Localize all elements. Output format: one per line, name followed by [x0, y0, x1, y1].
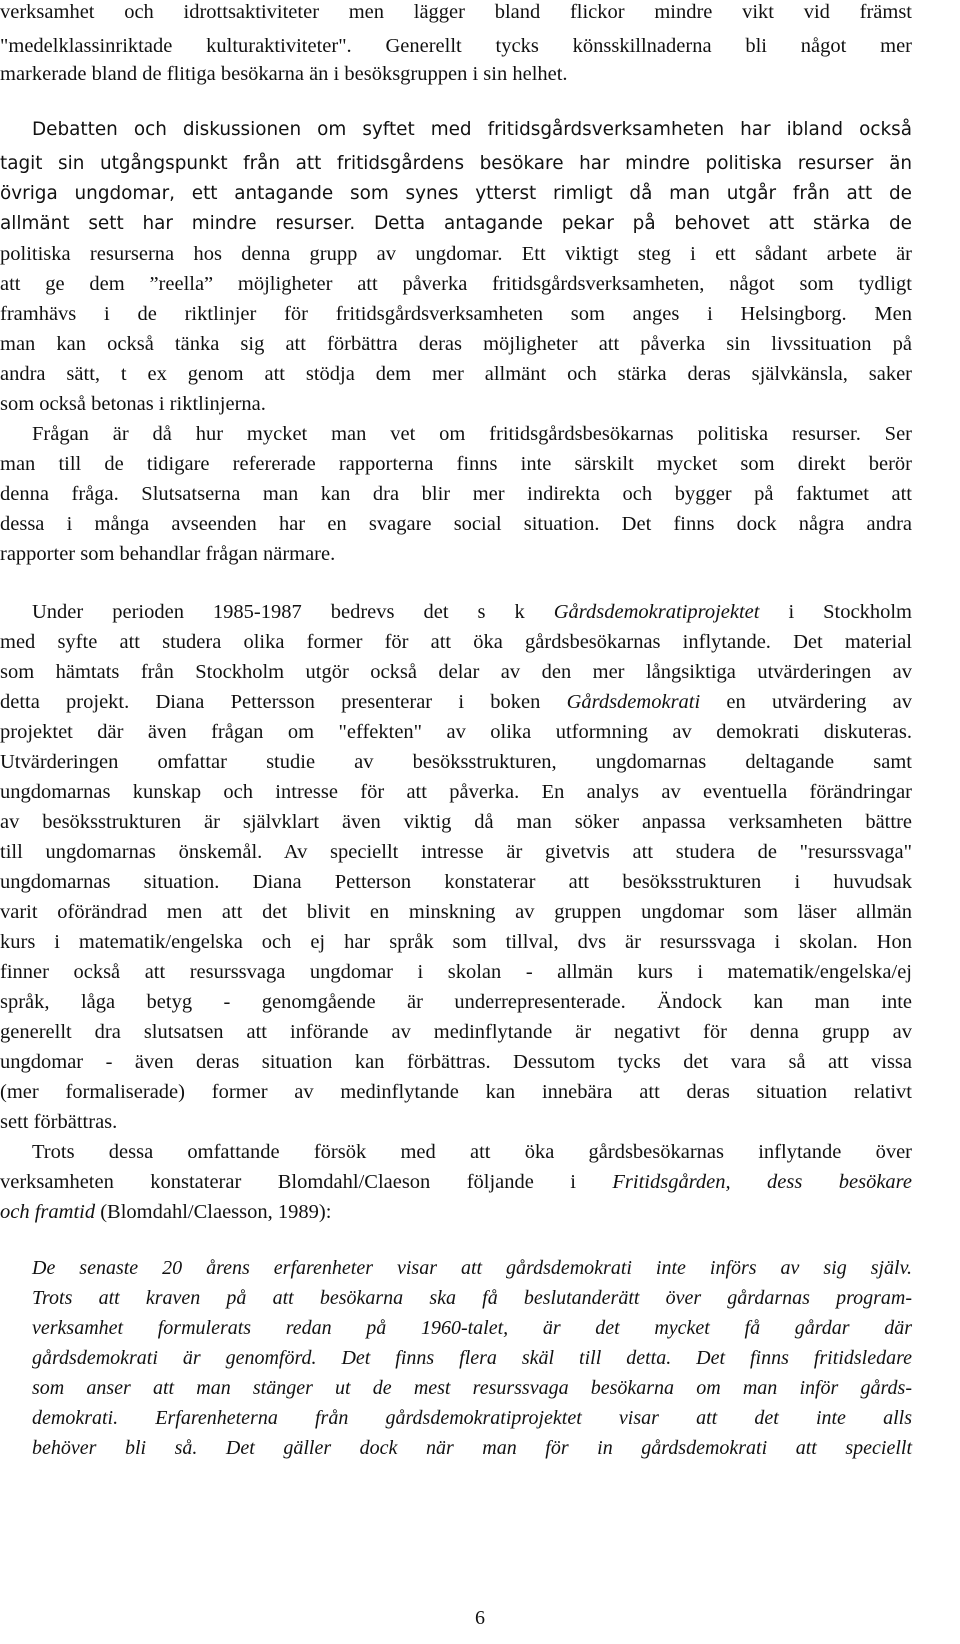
- text-line: generellt dra slutsatsen att införande av medinflytande är negativt för denna grupp av: [0, 1021, 912, 1043]
- quote-line: behöver bli så. Det gäller dock när man för in gårdsdemokrati att speciellt: [32, 1437, 912, 1459]
- text-line: denna fråga. Slutsatserna man kan dra blir mer indirekta och bygger på faktumet att: [0, 483, 912, 505]
- page-number: 6: [475, 1607, 485, 1629]
- text-line: "medelklassinriktade kulturaktiviteter". Generellt tycks könsskillnaderna bli något mer: [0, 35, 912, 57]
- text-line: sett förbättras.: [0, 1111, 118, 1133]
- text-line: till ungdomarnas önskemål. Av speciellt intresse är givetvis att studera de "resurssvaga": [0, 841, 912, 863]
- text-run: en utvärdering av: [700, 691, 913, 713]
- text-line: Debatten och diskussionen om syftet med fritidsgårdsverksamheten har ibland också: [32, 119, 912, 140]
- text-line: ungdomarnas kunskap och intresse för att påverka. En analys av eventuella förändringar: [0, 781, 912, 803]
- text-line: med syfte att studera olika former för att öka gårdsbesökarnas inflytande. Det material: [0, 631, 912, 653]
- text-line: att ge dem ”reella” möjligheter att påverka fritidsgårdsverksamheten, något som tydligt: [0, 273, 912, 295]
- quote-line: Trots att kraven på att besökarna ska få beslutanderätt över gårdarnas program-: [32, 1287, 912, 1309]
- text-line: som också betonas i riktlinjerna.: [0, 393, 266, 415]
- text-line: Utvärderingen omfattar studie av besöksstrukturen, ungdomarnas deltagande samt: [0, 751, 912, 773]
- text-line: [32, 600, 912, 624]
- text-line: ungdomarnas situation. Diana Petterson konstaterar att besöksstrukturen i huvudsak: [0, 871, 912, 893]
- book-title: Fritidsgården, dess besökare: [612, 1171, 912, 1193]
- text-line: allmänt sett har mindre resurser. Detta antagande pekar på behovet att stärka de: [0, 213, 912, 234]
- text-line: av besöksstrukturen är självklart även viktig då man söker anpassa verksamheten bättre: [0, 811, 912, 833]
- text-run: detta projekt. Diana Pettersson presenterar i boken: [0, 691, 567, 713]
- text-line: [0, 1170, 912, 1194]
- text-line: kurs i matematik/engelska och ej har språk som tillval, dvs är resurssvaga i skolan. Hon: [0, 931, 912, 953]
- text-line: Trots dessa omfattande försök med att öka gårdsbesökarnas inflytande över: [32, 1141, 912, 1163]
- text-line: politiska resurserna hos denna grupp av ungdomar. Ett viktigt steg i ett sådant arbete är: [0, 243, 912, 265]
- text-line: övriga ungdomar, ett antagande som synes ytterst rimligt då man utgår från att de: [0, 183, 912, 204]
- text-line: språk, låga betyg - genomgående är underrepresenterade. Ändock kan man inte: [0, 991, 912, 1013]
- quote-line: De senaste 20 årens erfarenheter visar att gårdsdemokrati inte införs av sig själv.: [32, 1257, 912, 1279]
- text-line: (mer formaliserade) former av medinflytande kan innebära att deras situation relativt: [0, 1081, 912, 1103]
- text-line: verksamhet och idrottsaktiviteter men lägger bland flickor mindre vikt vid främst: [0, 1, 912, 23]
- project-title: Gårdsdemokratiprojektet: [553, 601, 760, 623]
- text-line: ungdomar - även deras situation kan förbättras. Dessutom tycks det vara så att vissa: [0, 1051, 912, 1073]
- book-title: och framtid: [0, 1201, 96, 1223]
- text-line: dessa i många avseenden har en svagare social situation. Det finns dock några andra: [0, 513, 912, 535]
- text-line: man kan också tänka sig att förbättra deras möjligheter att påverka sin livssituation på: [0, 333, 912, 355]
- text-line: framhävs i de riktlinjer för fritidsgårdsverksamheten som anges i Helsingborg. Men: [0, 303, 912, 325]
- quote-line: demokrati. Erfarenheterna från gårdsdemokratiprojektet visar att det inte alls: [32, 1407, 912, 1429]
- quote-line: gårdsdemokrati är genomförd. Det finns flera skäl till detta. Det finns fritidsledare: [32, 1347, 912, 1369]
- text-line: andra sätt, t ex genom att stödja dem mer allmänt och stärka deras självkänsla, saker: [0, 363, 912, 385]
- text-line: varit oförändrad men att det blivit en minskning av gruppen ungdomar som läser allmän: [0, 901, 912, 923]
- book-title: Gårdsdemokrati: [566, 691, 701, 713]
- text-line: Frågan är då hur mycket man vet om fritidsgårdsbesökarnas politiska resurser. Ser: [32, 423, 912, 445]
- text-line: finner också att resurssvaga ungdomar i skolan - allmän kurs i matematik/engelska/ej: [0, 961, 912, 983]
- text-line: projektet där även frågan om "effekten" av olika utformning av demokrati diskuteras.: [0, 721, 912, 743]
- text-line: [0, 1200, 912, 1224]
- text-line: markerade bland de flitiga besökarna än i besöksgruppen i sin helhet.: [0, 63, 568, 85]
- quote-line: verksamhet formulerats redan på 1960-talet, är det mycket få gårdar där: [32, 1317, 912, 1339]
- text-line: rapporter som behandlar frågan närmare.: [0, 543, 336, 565]
- text-line: tagit sin utgångspunkt från att fritidsgårdens besökare har mindre politiska resurser än: [0, 153, 912, 174]
- text-line: man till de tidigare refererade rapporterna finns inte särskilt mycket som direkt berör: [0, 453, 912, 475]
- quote-line: som anser att man stänger ut de mest resurssvaga besökarna om man inför gårds-: [32, 1377, 912, 1399]
- text-run: verksamheten konstaterar Blomdahl/Claeson följande i: [0, 1171, 613, 1193]
- text-run: Under perioden 1985-1987 bedrevs det s k: [32, 601, 554, 623]
- text-line: [0, 690, 912, 714]
- text-run: i Stockholm: [759, 601, 912, 623]
- text-run: (Blomdahl/Claesson, 1989):: [95, 1201, 332, 1223]
- text-line: som hämtats från Stockholm utgör också delar av den mer långsiktiga utvärderingen av: [0, 661, 912, 683]
